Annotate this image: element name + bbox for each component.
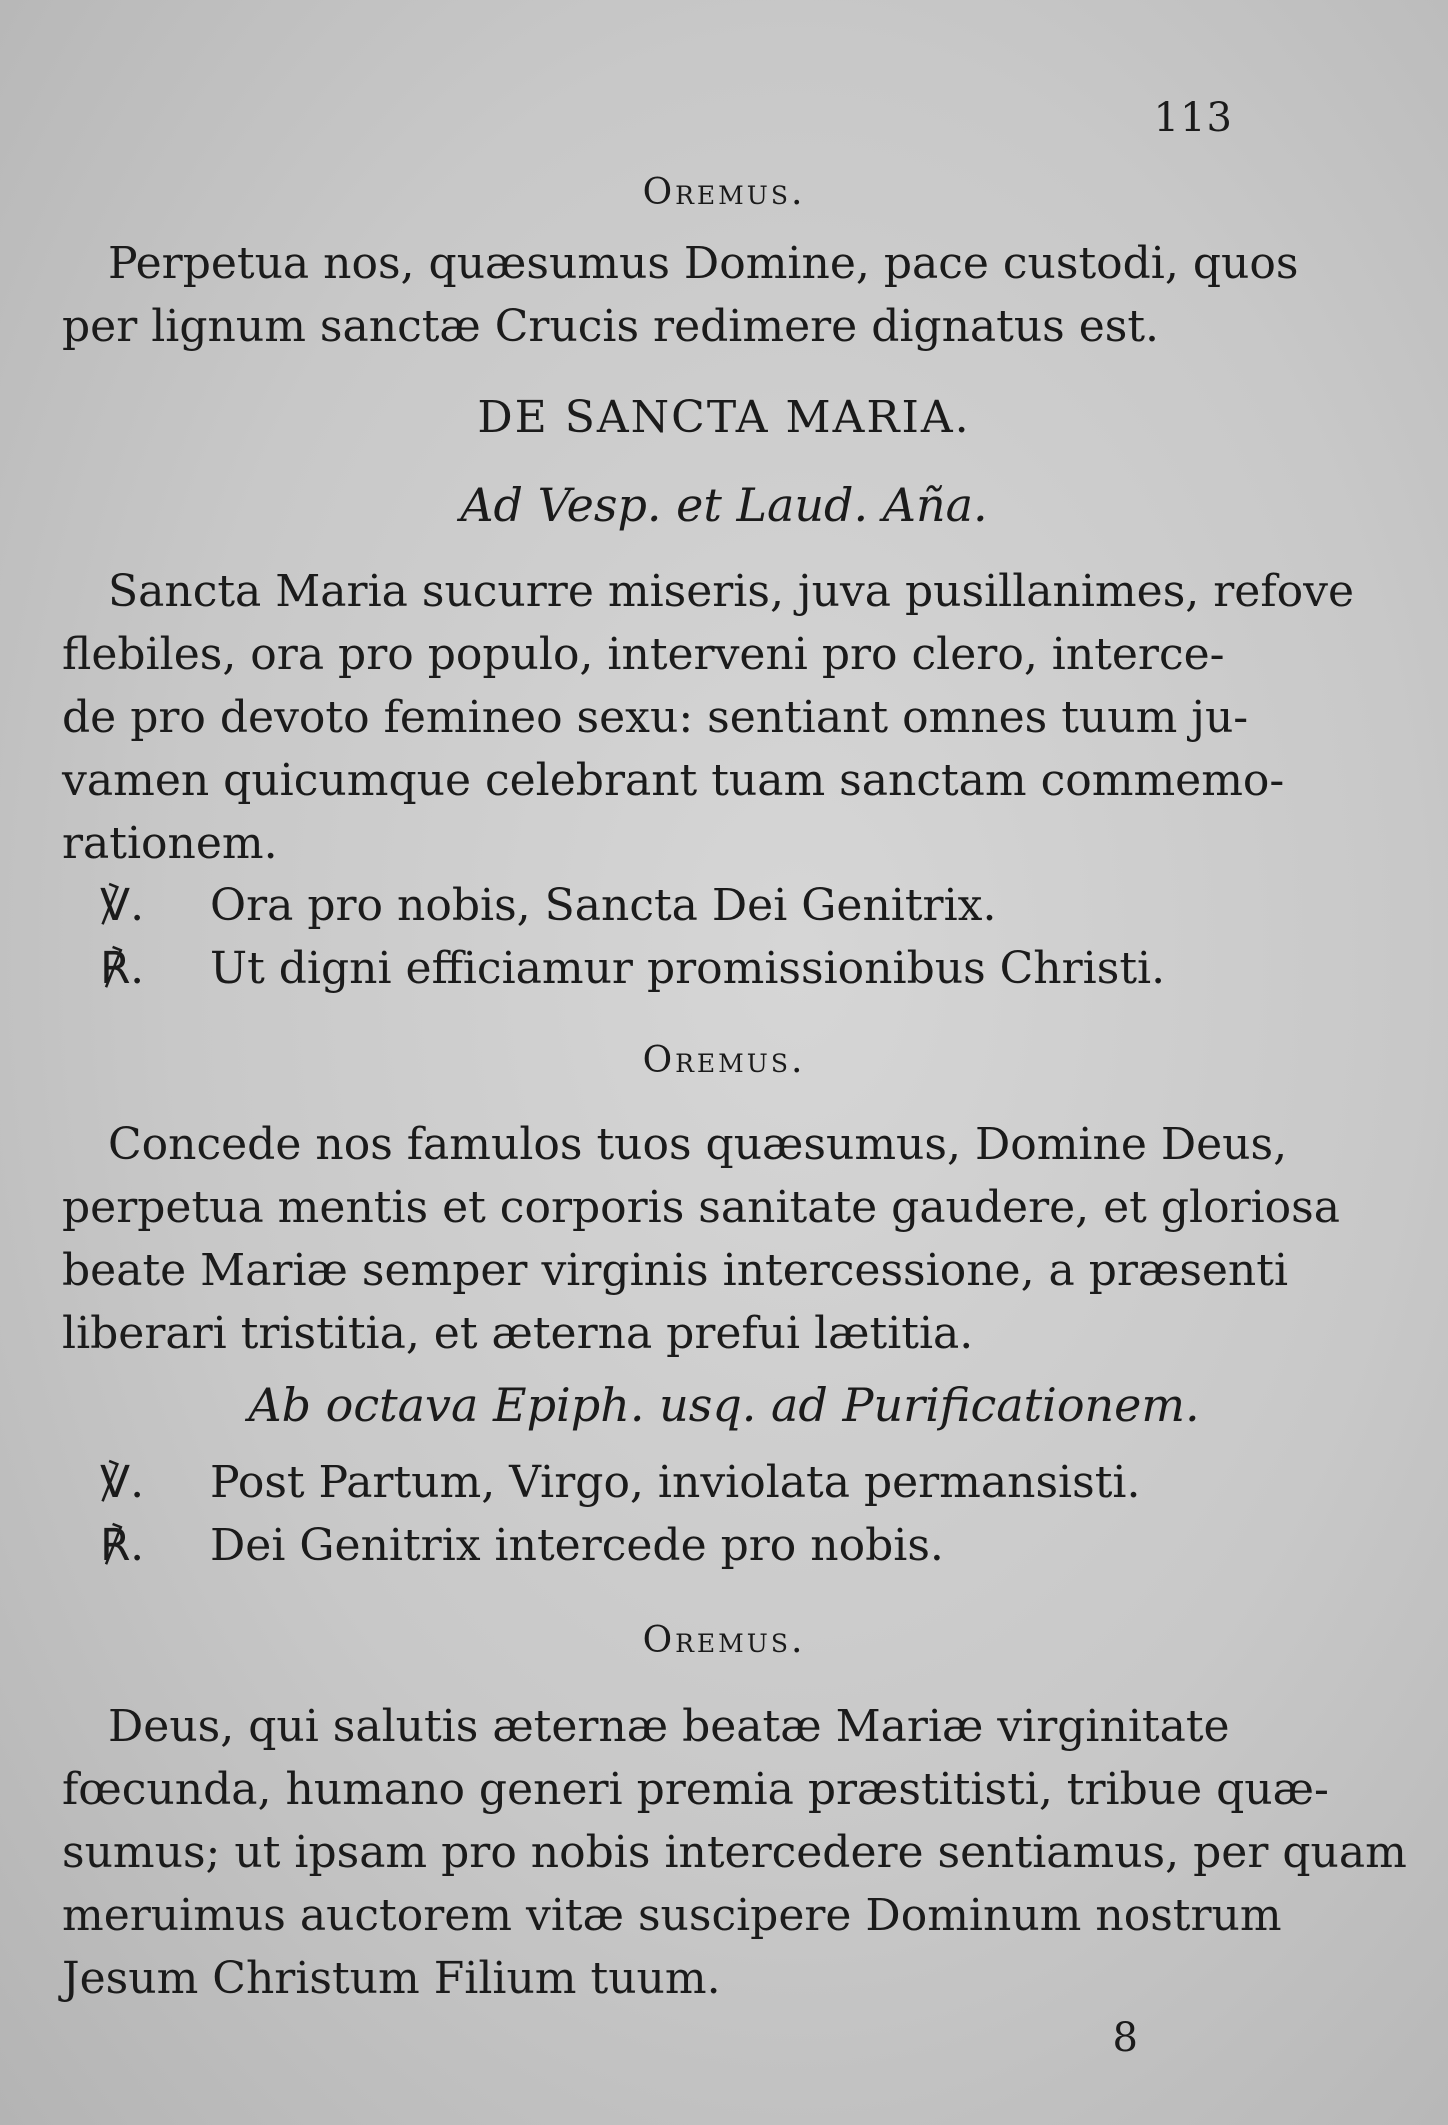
versicle-symbol: ℣. — [100, 1457, 145, 1508]
prayer-line: meruimus auctorem vitæ suscipere Dominum nostrum — [62, 1890, 1282, 1941]
response-row-1 — [100, 943, 1165, 994]
prayer-line: perpetua mentis et corporis sanitate gaudere, et gloriosa — [62, 1182, 1340, 1233]
rubric-text: Ab octava Epiph. usq. ad Purificationem. — [248, 1378, 1200, 1432]
oremus-prayer-1 — [62, 232, 1299, 358]
versicle-symbol: ℣. — [100, 880, 145, 931]
prayer-line: Deus, qui salutis æternæ beatæ Mariæ virginitate — [108, 1701, 1230, 1752]
antiphon-text — [62, 560, 1354, 875]
oremus-prayer-3 — [62, 1695, 1407, 2010]
oremus-prayer-2 — [62, 1113, 1340, 1365]
prayer-line: fœcunda, humano generi premia præstitisti, tribue quæ- — [62, 1764, 1329, 1815]
versicle-text: Ora pro nobis, Sancta Dei Genitrix. — [210, 880, 997, 931]
response-symbol: ℟. — [100, 943, 145, 994]
section-subtitle: Ad Vesp. et Laud. Aña. — [460, 478, 988, 532]
oremus-heading-1: Oremus. — [642, 172, 806, 213]
response-text: Ut digni efficiamur promissionibus Christi. — [210, 943, 1166, 994]
oremus-heading-2: Oremus. — [642, 1040, 806, 1081]
section-title: DE SANCTA MARIA. — [477, 392, 971, 443]
versicle-row-2 — [100, 1457, 1140, 1508]
signature-mark: 8 — [1112, 2015, 1138, 2061]
prayer-line: beate Mariæ semper virginis intercessione, a præsenti — [62, 1245, 1289, 1296]
versicle-row-1 — [100, 880, 996, 931]
prayer-line: Jesum Christum Filium tuum. — [62, 1953, 721, 2004]
response-row-2 — [100, 1520, 944, 1571]
antiphon-line: de pro devoto femineo sexu: sentiant omnes tuum ju- — [62, 692, 1249, 743]
antiphon-line: vamen quicumque celebrant tuam sanctam commemo- — [62, 755, 1285, 806]
prayer-line: liberari tristitia, et æterna prefui lætitia. — [62, 1308, 974, 1359]
antiphon-line: flebiles, ora pro populo, interveni pro clero, interce- — [62, 629, 1225, 680]
versicle-text: Post Partum, Virgo, inviolata permansisti. — [210, 1457, 1141, 1508]
prayer-line: Perpetua nos, quæsumus Domine, pace custodi, quos — [108, 238, 1299, 289]
prayer-line: sumus; ut ipsam pro nobis intercedere sentiamus, per quam — [62, 1827, 1407, 1878]
oremus-heading-3: Oremus. — [642, 1620, 806, 1661]
antiphon-line: Sancta Maria sucurre miseris, juva pusillanimes, refove — [108, 566, 1354, 617]
antiphon-line: rationem. — [62, 818, 278, 869]
page-number: 113 — [1153, 95, 1233, 141]
response-text: Dei Genitrix intercede pro nobis. — [210, 1520, 944, 1571]
response-symbol: ℟. — [100, 1520, 145, 1571]
prayer-line: per lignum sanctæ Crucis redimere dignatus est. — [62, 301, 1160, 352]
prayer-line: Concede nos famulos tuos quæsumus, Domine Deus, — [108, 1119, 1288, 1170]
